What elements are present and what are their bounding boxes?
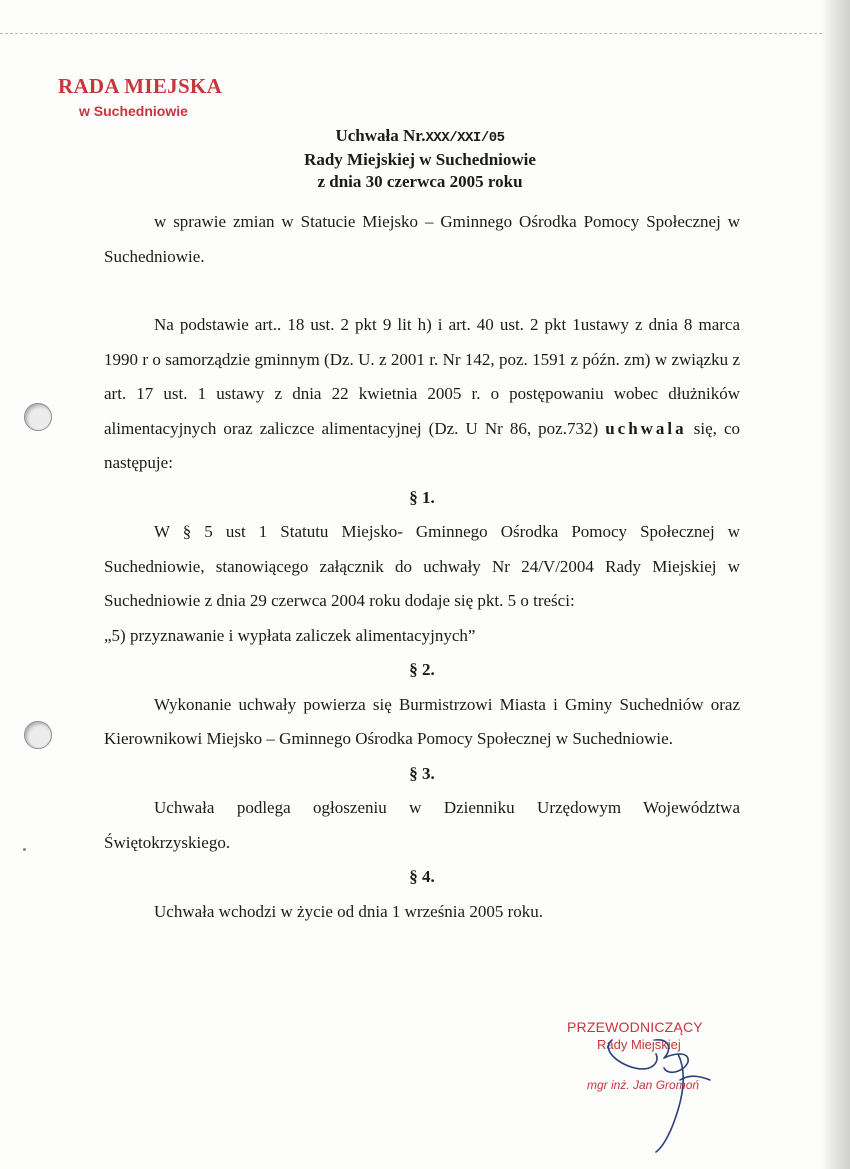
resolution-number: XXX/XXI/05 — [425, 130, 505, 146]
resolution-title — [0, 125, 840, 149]
resolution-date: z dnia 30 czerwca 2005 roku — [317, 172, 523, 191]
section-4-text: Uchwała wchodzi w życie od dnia 1 września 2005 roku. — [154, 901, 543, 921]
legal-basis-keyword: uchwala — [605, 418, 687, 438]
council-stamp — [58, 76, 222, 118]
chairman-stamp-title: PRZEWODNICZĄCY — [567, 1019, 703, 1035]
chairman-stamp-body: Rady Miejskiej — [597, 1037, 681, 1052]
section-2-heading: § 2. — [409, 660, 435, 679]
section-1-heading: § 1. — [409, 487, 435, 507]
legal-basis-text: Na podstawie art.. 18 ust. 2 pkt 9 lit h) i art. 40 ust. 2 pkt 1ustawy z dnia 8 marca 1990 r o samorządzie gminnym (Dz. U. z 2001 r. Nr 142, poz. 1591 z późn. zm) w związku z art. 17 ust. 1 ustawy z dnia 22 kwietnia 2005 r. o postępowaniu wobec dłużników alimentacyjnych oraz zaliczce alimentacyjnej (Dz. U Nr 86, poz.732) — [104, 315, 740, 438]
subject-paragraph: w sprawie zmian w Statucie Miejsko – Gminnego Ośrodka Pomocy Społecznej w Suchedniowie. — [104, 212, 740, 266]
legal-basis-suffix: się, co następuje: — [104, 418, 741, 472]
scan-top-rule — [0, 33, 822, 34]
chairman-stamp-name: mgr inż. Jan Gromoń — [587, 1078, 700, 1092]
resolution-issuer: Rady Miejskiej w Suchedniowie — [304, 150, 536, 169]
section-4-heading: § 4. — [409, 867, 435, 886]
punch-hole-upper — [24, 403, 52, 431]
section-1-text: W § 5 ust 1 Statutu Miejsko- Gminnego Ośrodka Pomocy Społecznej w Suchedniowie, stanowiącego załącznik do uchwały Nr 24/V/2004 Rady Miejskiej w Suchedniowie z dnia 29 czerwca 2004 roku dodaje się pkt. 5 o treści: — [104, 522, 740, 610]
resolution-title-prefix: Uchwała Nr. — [335, 126, 426, 145]
legal-basis-paragraph — [104, 308, 740, 481]
council-stamp-line2: w Suchedniowie — [79, 103, 188, 119]
section-1-quote: „5) przyznawanie i wypłata zaliczek alimentacyjnych” — [104, 625, 476, 645]
section-3-text: Uchwała podlega ogłoszeniu w Dzienniku Urzędowym Województwa Świętokrzyskiego. — [104, 798, 740, 852]
handwritten-signature — [560, 1010, 730, 1160]
punch-hole-lower — [24, 721, 52, 749]
section-2-text: Wykonanie uchwały powierza się Burmistrzowi Miasta i Gminy Suchedniów oraz Kierownikowi Miejsko – Gminnego Ośrodka Pomocy Społecznej w Suchedniowie. — [104, 694, 740, 748]
resolution-body — [104, 205, 740, 929]
council-stamp-line1: RADA MIEJSKA — [58, 74, 223, 98]
resolution-header — [0, 125, 840, 193]
scan-speck — [23, 848, 26, 851]
section-3-heading: § 3. — [409, 763, 435, 783]
